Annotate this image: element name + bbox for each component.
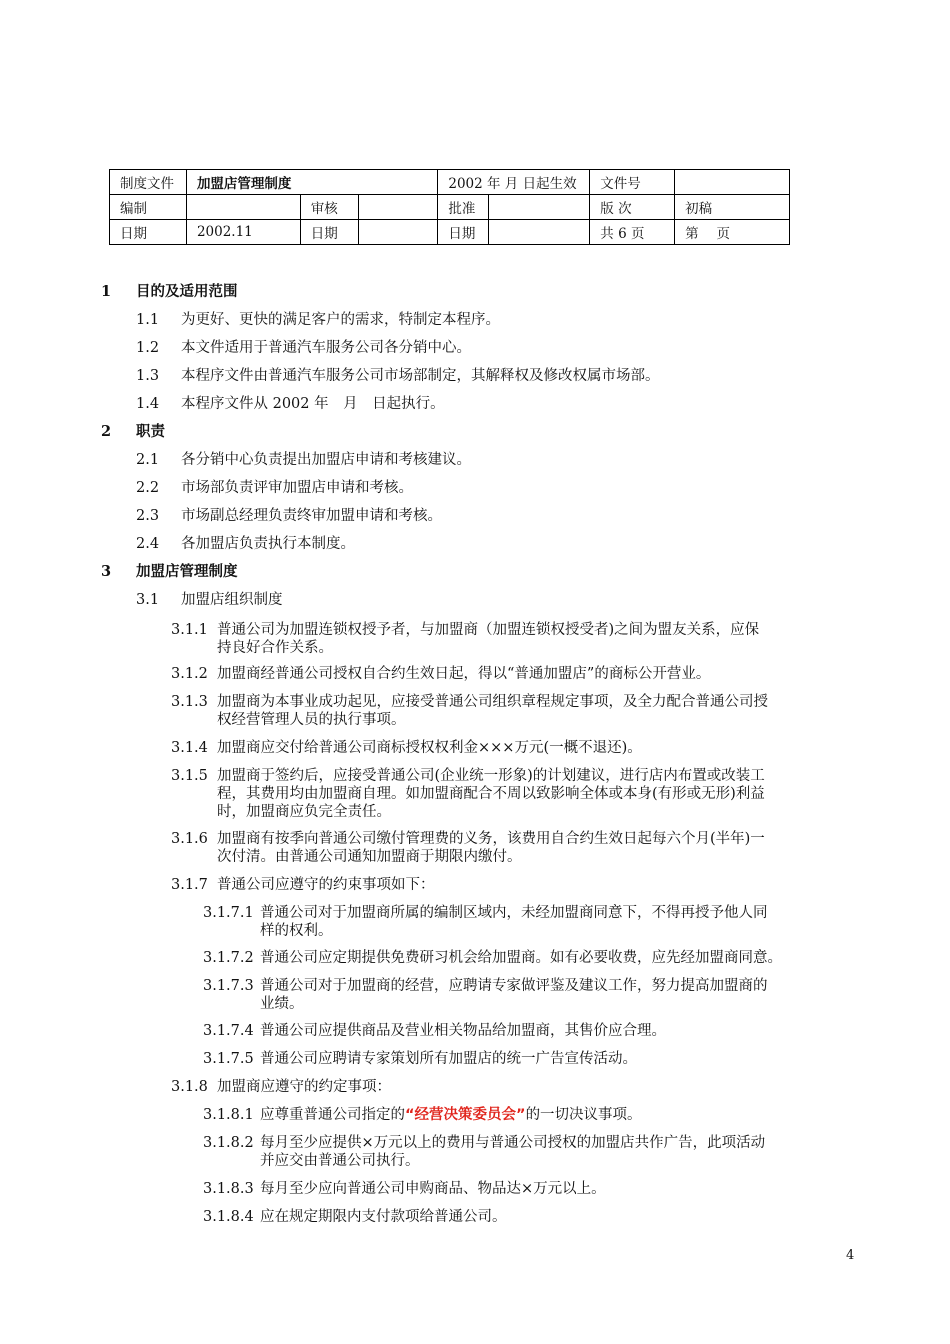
- clause-number: 2.1: [136, 452, 160, 468]
- clause-number: 3.1.8.4: [203, 1209, 254, 1225]
- clause-number: 2.2: [136, 480, 160, 496]
- version-value: 初稿: [675, 195, 790, 220]
- clause-number: 1.2: [136, 340, 160, 356]
- page-number: 4: [846, 1248, 855, 1263]
- clause-text-line: 普通公司应提供商品及营业相关物品给加盟商，其售价应合理。: [260, 1023, 666, 1039]
- clause-text-line: 加盟商应遵守的约定事项：: [217, 1079, 391, 1095]
- clause-text-pre: 应尊重普通公司指定的: [260, 1107, 405, 1123]
- clause-number: 1.3: [136, 368, 160, 384]
- clause-number: 2.4: [136, 536, 160, 552]
- clause-text: 各加盟店负责执行本制度。: [181, 536, 355, 552]
- clause-text: 市场部负责评审加盟店申请和考核。: [181, 480, 413, 496]
- clause-text-line: 应在规定期限内支付款项给普通公司。: [260, 1209, 507, 1225]
- doc-title: 加盟店管理制度: [186, 170, 437, 195]
- clause-text: 加盟店组织制度: [181, 592, 283, 608]
- clause-text-line: 普通公司应遵守的约束事项如下：: [217, 877, 435, 893]
- date-value-2: [358, 220, 438, 245]
- clause-number: 3.1.8.3: [203, 1181, 254, 1197]
- clause-text-line: 普通公司对于加盟商的经营，应聘请专家做评鉴及建议工作，努力提高加盟商的: [260, 978, 768, 994]
- clause-number: 3.1.4: [171, 740, 208, 756]
- clause-text-line: 时，加盟商应负完全责任。: [217, 804, 391, 820]
- clause-text: 本文件适用于普通汽车服务公司各分销中心。: [181, 340, 471, 356]
- clause-number: 1.4: [136, 396, 160, 412]
- clause-text-line: 普通公司为加盟连锁权授予者，与加盟商（加盟连锁权授受者)之间为盟友关系，应保: [217, 622, 760, 638]
- clause-number: 3.1.2: [171, 666, 208, 682]
- header-row-2: [110, 195, 790, 220]
- prepared-value: [186, 195, 300, 220]
- clause-text-line: 普通公司对于加盟商所属的编制区域内，未经加盟商同意下，不得再授予他人同: [260, 905, 768, 921]
- doc-number-value: [675, 170, 790, 195]
- clause-number: 3.1.5: [171, 768, 208, 784]
- clause-number: 3.1.1: [171, 622, 208, 638]
- date-label-2: 日期: [300, 220, 358, 245]
- section-number: 2: [101, 423, 112, 440]
- clause-text-line: 并应交由普通公司执行。: [260, 1153, 420, 1169]
- clause-text-line: 加盟商有按季向普通公司缴付管理费的义务，该费用自合约生效日起每六个月(半年)一: [217, 831, 765, 847]
- header-row-3: [110, 220, 790, 245]
- clause-number: 3.1.8.1: [203, 1107, 254, 1123]
- date-value-3: [489, 220, 590, 245]
- clause-text-line: 加盟商为本事业成功起见，应接受普通公司组织章程规定事项，及全力配合普通公司授: [217, 694, 768, 710]
- clause-text-post: 的一切决议事项。: [525, 1107, 642, 1123]
- clause-text-line: 样的权利。: [260, 923, 333, 939]
- approve-label: 批准: [438, 195, 489, 220]
- section-title: 职责: [136, 424, 165, 440]
- section-title: 加盟店管理制度: [136, 564, 238, 580]
- clause-text-line: [260, 1106, 642, 1124]
- clause-text-line: 次付清。由普通公司通知加盟商于期限内缴付。: [217, 849, 522, 865]
- total-pages: 共 6 页: [590, 220, 675, 245]
- clause-text: 各分销中心负责提出加盟店申请和考核建议。: [181, 452, 471, 468]
- clause-text-line: 业绩。: [260, 996, 304, 1012]
- date-label-1: 日期: [110, 220, 187, 245]
- clause-text-line: 程，其费用均由加盟商自理。如加盟商配合不周以致影响全体或本身(有形或无形)利益: [217, 786, 765, 802]
- highlighted-committee-name: “经营决策委员会”: [405, 1107, 526, 1123]
- clause-text: 市场副总经理负责终审加盟申请和考核。: [181, 508, 442, 524]
- clause-text-line: 每月至少应向普通公司申购商品、物品达×万元以上。: [260, 1181, 606, 1197]
- clause-number: 3.1.7.4: [203, 1023, 254, 1039]
- clause-text-line: 普通公司应定期提供免费研习机会给加盟商。如有必要收费，应先经加盟商同意。: [260, 950, 782, 966]
- prepared-label: 编制: [110, 195, 187, 220]
- review-value: [358, 195, 438, 220]
- doc-number-label: 文件号: [590, 170, 675, 195]
- clause-text-line: 权经营管理人员的执行事项。: [217, 712, 406, 728]
- clause-number: 3.1.8.2: [203, 1135, 254, 1151]
- clause-text-line: 每月至少应提供×万元以上的费用与普通公司授权的加盟店共作广告，此项活动: [260, 1135, 766, 1151]
- clause-text: 本程序文件从 2002 年 月 日起执行。: [181, 396, 445, 412]
- clause-number: 3.1.8: [171, 1079, 208, 1095]
- section-number: 1: [101, 283, 112, 300]
- clause-number: 3.1.7: [171, 877, 208, 893]
- clause-number: 3.1.6: [171, 831, 208, 847]
- date-value-1: 2002.11: [186, 220, 300, 245]
- version-label: 版 次: [590, 195, 675, 220]
- clause-number: 3.1: [136, 592, 160, 608]
- date-label-3: 日期: [438, 220, 489, 245]
- clause-number: 1.1: [136, 312, 160, 328]
- review-label: 审核: [300, 195, 358, 220]
- clause-text: 本程序文件由普通汽车服务公司市场部制定，其解释权及修改权属市场部。: [181, 368, 660, 384]
- clause-number: 3.1.7.2: [203, 950, 254, 966]
- clause-text-line: 普通公司应聘请专家策划所有加盟店的统一广告宣传活动。: [260, 1051, 637, 1067]
- document-header-table: [109, 169, 790, 245]
- clause-number: 3.1.7.3: [203, 978, 254, 994]
- page-of: 第 页: [675, 220, 790, 245]
- header-row-1: [110, 170, 790, 195]
- clause-number: 3.1.7.5: [203, 1051, 254, 1067]
- clause-text-line: 加盟商应交付给普通公司商标授权权利金×××万元(一概不退还)。: [217, 740, 642, 756]
- clause-text-line: 持良好合作关系。: [217, 640, 333, 656]
- clause-text: 为更好、更快的满足客户的需求，特制定本程序。: [181, 312, 500, 328]
- section-number: 3: [101, 563, 112, 580]
- clause-number: 2.3: [136, 508, 160, 524]
- approve-value: [489, 195, 590, 220]
- clause-text-line: 加盟商于签约后，应接受普通公司(企业统一形象)的计划建议，进行店内布置或改装工: [217, 768, 765, 784]
- effective-date: 2002 年 月 日起生效: [438, 170, 590, 195]
- clause-number: 3.1.7.1: [203, 905, 254, 921]
- section-title: 目的及适用范围: [136, 284, 238, 300]
- clause-text-line: 加盟商经普通公司授权自合约生效日起，得以“普通加盟店”的商标公开营业。: [217, 666, 711, 682]
- doc-type-label: 制度文件: [110, 170, 187, 195]
- clause-number: 3.1.3: [171, 694, 208, 710]
